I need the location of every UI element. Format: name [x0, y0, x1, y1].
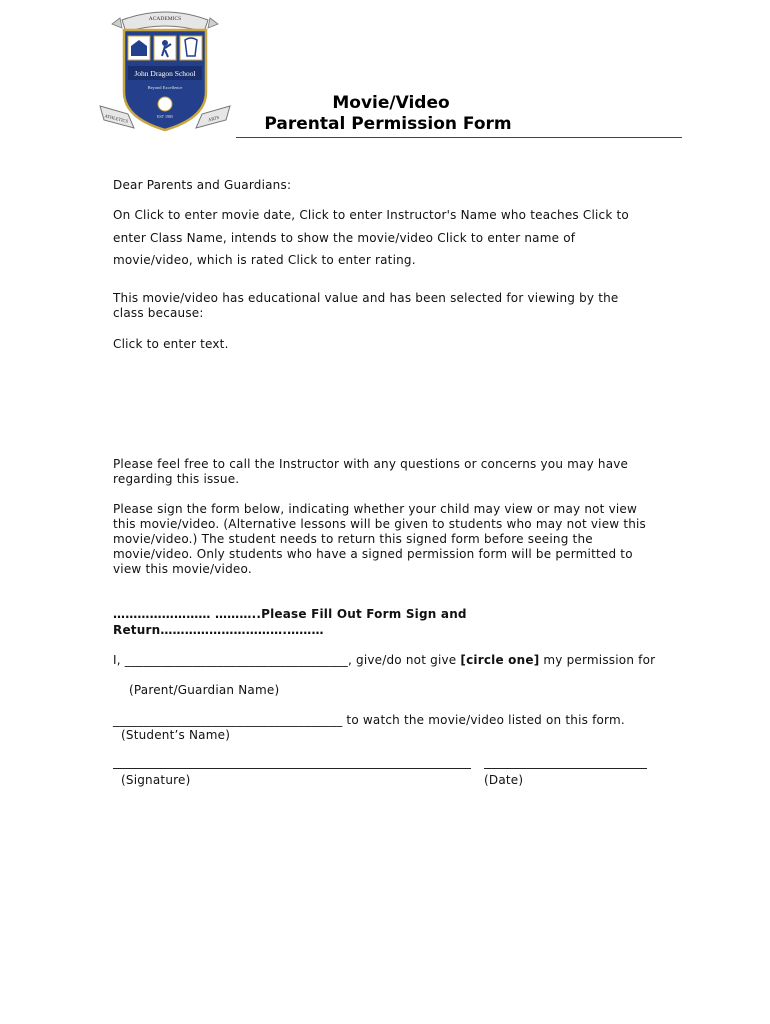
circle-one-text: [circle one] [460, 653, 540, 667]
return-heading-line-2: Return………………………….……… [113, 623, 324, 637]
permission-statement [113, 653, 663, 668]
student-statement-text: to watch the movie/video listed on this form. [342, 713, 625, 727]
date-label: (Date) [484, 773, 524, 787]
crest-school-name: John Dragon School [134, 69, 196, 78]
greeting: Dear Parents and Guardians: [113, 178, 292, 192]
title-line-1: Movie/Video [332, 93, 450, 113]
crest-banner-top: ACADEMICS [148, 16, 182, 22]
movie-date-field[interactable]: Click to enter movie date [134, 208, 292, 222]
rating-field[interactable]: Click to enter rating [287, 253, 412, 267]
date-line[interactable] [484, 768, 647, 769]
student-name-blank[interactable]: _____________________________________ [113, 713, 343, 727]
student-name-label: (Student’s Name) [121, 728, 231, 742]
movie-name-field[interactable]: Click to enter name of movie/video [113, 230, 576, 267]
signature-label: (Signature) [121, 773, 191, 787]
instructor-name-field[interactable]: Click to enter Instructor's Name [299, 208, 497, 222]
crest-motto: Beyond Excellence [147, 85, 183, 90]
class-name-field[interactable]: Click to enter Class Name [113, 208, 629, 245]
intro-paragraph [113, 204, 653, 272]
intro-text-2: , [291, 208, 296, 222]
educational-value-text: This movie/video has educational value and has been selected for viewing by the class because: [113, 291, 619, 320]
student-statement [113, 713, 673, 728]
return-heading-line-1: …………………… ………..Please Fill Out Form Sign and [113, 607, 467, 621]
permission-suffix: my permission for [539, 653, 656, 667]
crest-banner-left: ATHLETICS [104, 113, 129, 124]
intro-text-1: On [113, 208, 131, 222]
intro-text-5: , which is rated [188, 253, 284, 267]
sign-instructions: Please sign the form below, indicating whether your child may view or may not view this movie/video. (Alternative lessons will be given to students who may not view this movie/video.) The student needs to return this signed form before seeing the movie/video. Only students who have a signed permission form will be permitted to view this movie/video. [113, 502, 647, 576]
signature-line[interactable] [113, 768, 471, 769]
permission-middle: , give/do not give [347, 653, 461, 667]
parent-guardian-label: (Parent/Guardian Name) [129, 683, 280, 697]
form-title [236, 93, 682, 138]
title-line-2: Parental Permission Form [264, 114, 512, 134]
intro-text-3: who teaches [496, 208, 579, 222]
permission-prefix: I, [113, 653, 125, 667]
intro-text-4: , intends to show the movie/video [222, 230, 434, 245]
reason-text-field[interactable]: Click to enter text. [113, 337, 229, 351]
contact-note: Please feel free to call the Instructor with any questions or concerns you may have regarding this issue. [113, 457, 629, 486]
intro-text-6: . [411, 253, 416, 267]
parent-name-blank[interactable]: ____________________________________ [124, 653, 348, 667]
crest-est: EST 1985 [156, 114, 174, 119]
crest-banner-right: ARTS [207, 114, 220, 123]
